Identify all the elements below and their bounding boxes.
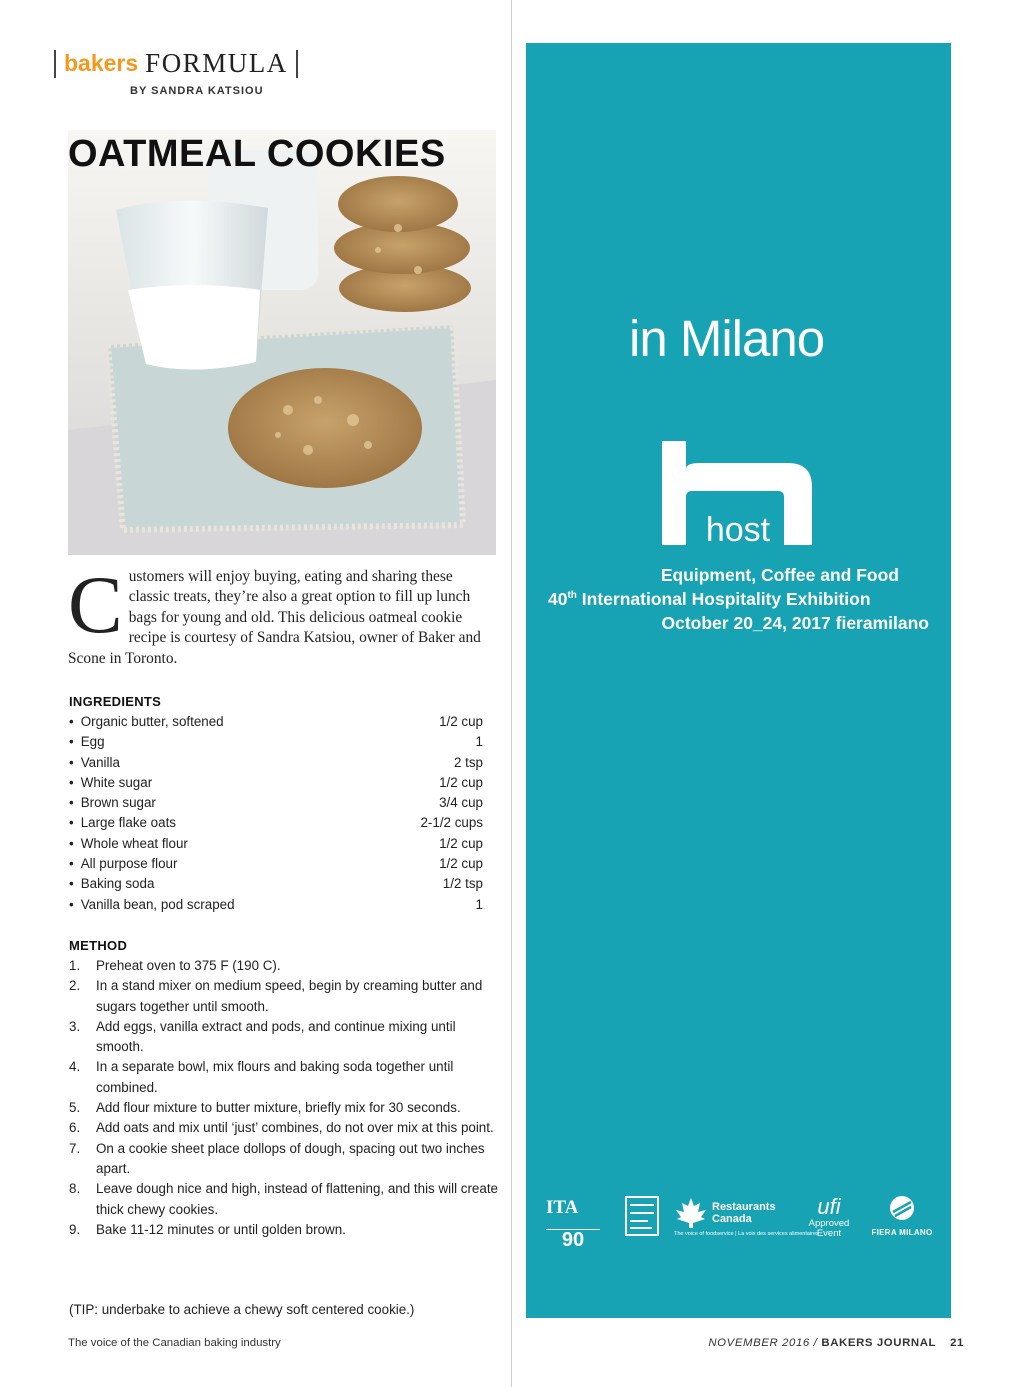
ingredient-label: Baking soda: [80, 876, 155, 892]
step-text: Preheat oven to 375 F (190 C).: [96, 958, 281, 973]
ingredients-list: [69, 712, 483, 915]
ingredient-row: [69, 712, 483, 732]
bullet-icon: •: [69, 835, 74, 851]
restaurants-canada-logo: [674, 1197, 819, 1241]
step-text: On a cookie sheet place dollops of dough, spacing out two inches apart.: [96, 1140, 485, 1176]
intro-paragraph: [68, 559, 483, 669]
method-step: [69, 1017, 499, 1058]
ad-edition-number: 40: [548, 589, 568, 609]
ingredient-label: Organic butter, softened: [80, 714, 224, 729]
ingredient-name: [69, 773, 152, 793]
bullet-icon: •: [69, 734, 74, 750]
method-step: [69, 1139, 499, 1180]
method-step: [69, 956, 499, 976]
bullet-icon: •: [69, 754, 74, 770]
header-bar-left: [54, 50, 56, 78]
ita-mark: ITA: [546, 1197, 579, 1218]
method-step: [69, 1118, 499, 1138]
ingredient-label: Brown sugar: [80, 795, 156, 811]
ingredient-name: [69, 834, 188, 854]
ufi-event: Event: [816, 1228, 842, 1239]
ufi-approved: Approved: [808, 1218, 850, 1229]
step-text: Bake 11-12 minutes or until golden brown.: [96, 1221, 346, 1237]
ingredient-amount: 1/2 cup: [439, 714, 483, 729]
ufi-mark: ufi: [817, 1194, 841, 1219]
step-number: 1.: [69, 958, 81, 973]
step-text: In a separate bowl, mix flours and baking soda together until combined.: [96, 1059, 454, 1095]
ad-city-headline: in Milano: [629, 310, 825, 367]
restaurants-canada-name: Restaurants Canada: [712, 1201, 776, 1225]
host-milano-advertisement[interactable]: [526, 43, 951, 1318]
page-gutter-line: [511, 0, 512, 1387]
host-logo: [660, 441, 814, 550]
bullet-icon: •: [69, 856, 74, 872]
ingredient-name: [69, 753, 120, 773]
step-number: 5.: [69, 1100, 81, 1116]
ingredient-name: [69, 732, 105, 752]
bullet-icon: •: [69, 896, 74, 912]
ingredient-amount: 1/2 cup: [439, 856, 483, 872]
ingredient-label: Whole wheat flour: [80, 835, 188, 851]
footer-issue: NOVEMBER 2016 /: [708, 1337, 818, 1349]
ingredient-amount: 3/4 cup: [439, 795, 483, 811]
column-header: [46, 48, 306, 79]
chamber-of-commerce-logo: [624, 1195, 660, 1237]
method-list: [69, 956, 499, 1240]
method-heading: METHOD: [69, 938, 128, 953]
ingredients-heading: INGREDIENTS: [69, 694, 162, 709]
tip-text: (TIP: underbake to achieve a chewy soft centered cookie.): [69, 1302, 415, 1317]
column-brand: bakers: [64, 50, 139, 76]
ita-logo: [546, 1197, 600, 1250]
footer-folio: [708, 1337, 964, 1349]
ad-tagline-2: [548, 589, 871, 610]
ingredient-amount: 2 tsp: [453, 754, 483, 770]
ingredient-amount: 1/2 tsp: [442, 876, 483, 892]
ingredient-label: White sugar: [80, 774, 153, 790]
footer-journal: BAKERS JOURNAL: [821, 1337, 937, 1349]
restaurants-canada-tagline: The voice of foodservice | La voix des services alimentaires: [674, 1231, 819, 1237]
footer-tagline: The voice of the Canadian baking industry: [68, 1337, 281, 1349]
cookie-photo-illustration: [68, 130, 496, 555]
bullet-icon: •: [69, 795, 74, 811]
step-text: Add flour mixture to butter mixture, briefly mix for 30 seconds.: [96, 1100, 461, 1116]
method-step: [69, 1098, 499, 1118]
ingredient-row: [69, 834, 483, 854]
step-text: Leave dough nice and high, instead of flattening, and this will create thick chewy cookies.: [96, 1181, 498, 1217]
ingredient-name: [69, 712, 224, 732]
ad-dates: October 20_24, 2017 fieramilano: [661, 613, 929, 633]
ingredient-label: Vanilla bean, pod scraped: [80, 896, 235, 912]
ingredient-row: [69, 753, 483, 773]
bullet-icon: •: [69, 774, 74, 790]
ingredient-row: [69, 773, 483, 793]
step-number: 3.: [69, 1018, 81, 1034]
ad-exhibition-name: International Hospitality Exhibition: [576, 589, 871, 609]
ingredient-label: Large flake oats: [80, 815, 176, 831]
header-bar-right: [296, 50, 298, 78]
ingredient-row: [69, 854, 483, 874]
ad-tagline-1: Equipment, Coffee and Food: [660, 565, 899, 585]
method-step: [69, 1220, 499, 1240]
ingredient-row: [69, 895, 483, 915]
ita-anniversary: 90: [546, 1229, 600, 1250]
fiera-milano-icon: [889, 1195, 915, 1221]
step-number: 6.: [69, 1120, 81, 1136]
ingredient-amount: 1/2 cup: [439, 835, 483, 851]
chamber-of-commerce-icon: [624, 1195, 660, 1237]
ingredient-row: [69, 732, 483, 752]
column-name: FORMULA: [145, 48, 288, 78]
ingredient-label: Vanilla: [80, 754, 120, 770]
fiera-milano-name: FIERA MILANO: [871, 1228, 933, 1237]
bullet-icon: •: [69, 815, 74, 831]
maple-leaf-icon: [674, 1197, 708, 1229]
partner-logos: [546, 1194, 936, 1251]
ingredient-name: [69, 813, 176, 833]
ingredient-row: [69, 793, 483, 813]
ingredient-amount: 1: [475, 734, 483, 750]
byline: BY SANDRA KATSIOU: [130, 85, 264, 97]
step-number: 9.: [69, 1221, 81, 1237]
ingredient-row: [69, 813, 483, 833]
page-title: OATMEAL COOKIES: [68, 133, 446, 175]
method-step: [69, 1057, 499, 1098]
bullet-icon: •: [69, 876, 74, 892]
ingredient-name: [69, 895, 235, 915]
ingredient-amount: 1/2 cup: [439, 774, 483, 790]
ingredient-label: Egg: [80, 734, 105, 750]
drop-cap: C: [68, 559, 123, 650]
step-number: 4.: [69, 1059, 81, 1075]
ingredient-name: [69, 854, 177, 874]
ufi-logo: [804, 1195, 854, 1239]
fiera-milano-logo: [866, 1195, 938, 1237]
host-logo-text: host: [705, 511, 771, 545]
method-step: [69, 1179, 499, 1220]
step-number: 8.: [69, 1181, 81, 1197]
step-number: 7.: [69, 1140, 81, 1156]
host-logo-icon: [660, 441, 814, 545]
step-number: 2.: [69, 978, 81, 994]
ingredient-amount: 2-1/2 cups: [420, 815, 483, 831]
step-text: Add oats and mix until ‘just’ combines, do not over mix at this point.: [96, 1120, 494, 1136]
intro-text: ustomers will enjoy buying, eating and sharing these classic treats, they’re also a great option to fill up lunch bags for young and old. This delicious oatmeal cookie recipe is courtesy of Sandra Katsiou, owner of Baker and Scone in Toronto.: [68, 568, 481, 667]
ad-edition-suffix: th: [567, 590, 577, 602]
step-text: In a stand mixer on medium speed, begin by creaming butter and sugars together until smooth.: [96, 978, 483, 1014]
method-step: [69, 976, 499, 1017]
ingredient-label: All purpose flour: [80, 856, 178, 872]
step-text: Add eggs, vanilla extract and pods, and continue mixing until smooth.: [96, 1018, 456, 1055]
bullet-icon: •: [69, 714, 74, 729]
ingredient-amount: 1: [475, 896, 483, 912]
ingredient-name: [69, 874, 154, 894]
ingredient-name: [69, 793, 156, 813]
cookie-photo: [68, 130, 496, 555]
page-number: 21: [950, 1337, 964, 1349]
ingredient-row: [69, 874, 483, 894]
